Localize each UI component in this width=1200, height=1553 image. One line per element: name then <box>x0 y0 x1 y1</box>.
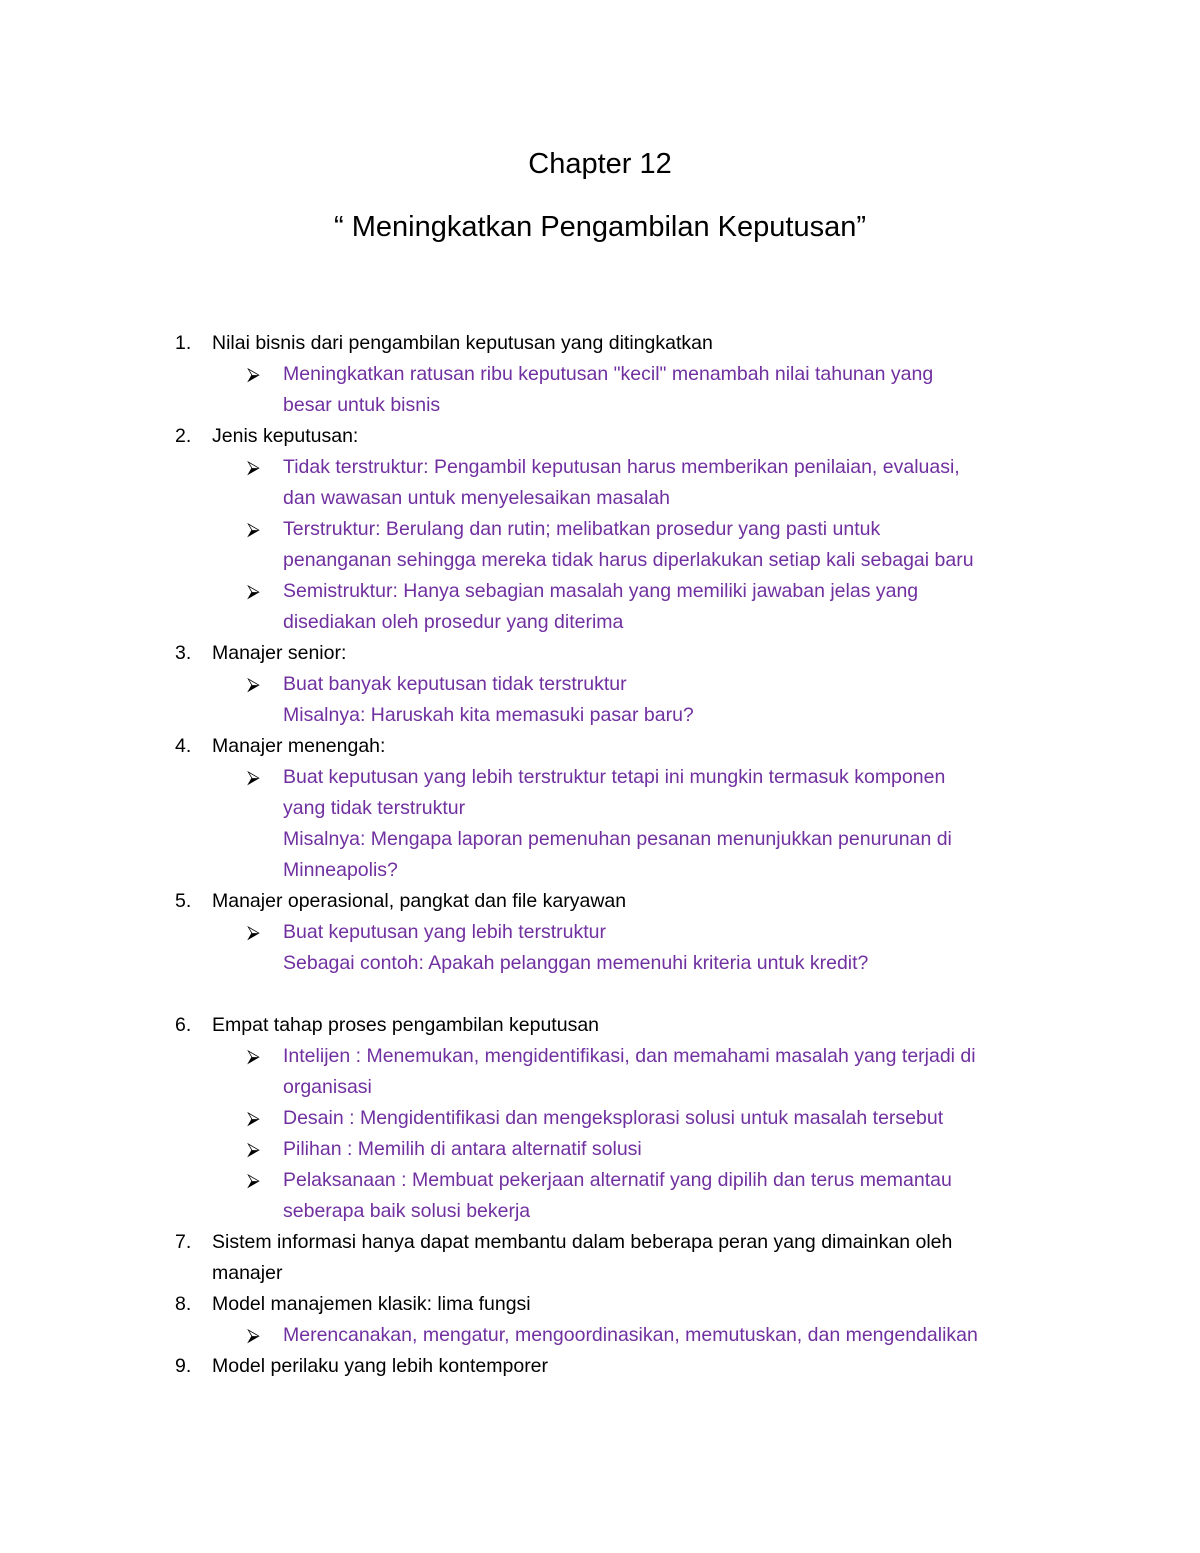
sub-bullet-text: dan wawasan untuk menyelesaikan masalah <box>283 487 670 509</box>
chapter-title: Chapter 12 <box>528 148 672 180</box>
sub-bullet <box>0 669 1200 731</box>
chapter-subtitle: “ Meningkatkan Pengambilan Keputusan” <box>334 211 866 243</box>
sub-bullet-text: Desain : Mengidentifikasi dan mengeksplorasi solusi untuk masalah tersebut <box>283 1107 944 1129</box>
sub-bullet <box>0 359 1200 421</box>
list-item-text: Jenis keputusan: <box>212 425 359 447</box>
list-item <box>0 1289 1200 1351</box>
list-item-text: Manajer menengah: <box>212 735 386 757</box>
arrow-bullet-icon: ⮚ <box>247 1108 260 1128</box>
arrow-bullet-icon: ⮚ <box>247 1139 260 1159</box>
list-item-number: 4. <box>175 735 192 757</box>
sub-bullet <box>0 576 1200 638</box>
list-item <box>0 1351 1200 1382</box>
sub-bullet-text: disediakan oleh prosedur yang diterima <box>283 611 624 633</box>
sub-bullet-text: Terstruktur: Berulang dan rutin; melibatkan prosedur yang pasti untuk <box>283 518 881 540</box>
list-item-text: Manajer senior: <box>212 642 347 664</box>
sub-bullet-text: penanganan sehingga mereka tidak harus diperlakukan setiap kali sebagai baru <box>283 549 974 571</box>
sub-bullet-text: Meningkatkan ratusan ribu keputusan "kecil" menambah nilai tahunan yang <box>283 363 934 385</box>
arrow-bullet-icon: ⮚ <box>247 364 260 384</box>
list-item-text: Nilai bisnis dari pengambilan keputusan yang ditingkatkan <box>212 332 713 354</box>
sub-bullet <box>0 1041 1200 1103</box>
list-item-text: Model perilaku yang lebih kontemporer <box>212 1355 549 1377</box>
blank-line <box>0 979 1200 1010</box>
sub-bullet <box>0 1103 1200 1134</box>
arrow-bullet-icon: ⮚ <box>247 674 260 694</box>
list-item-number: 3. <box>175 642 192 664</box>
arrow-bullet-icon: ⮚ <box>247 581 260 601</box>
arrow-bullet-icon: ⮚ <box>247 767 260 787</box>
arrow-bullet-icon: ⮚ <box>247 1325 260 1345</box>
sub-bullet <box>0 452 1200 514</box>
list-item-number: 5. <box>175 890 192 912</box>
sub-bullet <box>0 1320 1200 1351</box>
sub-bullet-text: Intelijen : Menemukan, mengidentifikasi, dan memahami masalah yang terjadi di <box>283 1045 976 1067</box>
sub-bullet-text: yang tidak terstruktur <box>283 797 466 819</box>
list-item-number: 8. <box>175 1293 192 1315</box>
list-item-text: Sistem informasi hanya dapat membantu dalam beberapa peran yang dimainkan oleh <box>212 1231 953 1253</box>
list-item <box>0 328 1200 421</box>
list-item <box>0 638 1200 731</box>
sub-bullet <box>0 762 1200 886</box>
arrow-bullet-icon: ⮚ <box>247 1046 260 1066</box>
arrow-bullet-icon: ⮚ <box>247 457 260 477</box>
list-item-text: Manajer operasional, pangkat dan file karyawan <box>212 890 627 912</box>
sub-bullet <box>0 1165 1200 1227</box>
sub-bullet-text: Sebagai contoh: Apakah pelanggan memenuhi kriteria untuk kredit? <box>283 952 869 974</box>
list-item-number: 1. <box>175 332 192 354</box>
sub-bullet <box>0 917 1200 979</box>
sub-bullet-text: Pelaksanaan : Membuat pekerjaan alternatif yang dipilih dan terus memantau <box>283 1169 952 1191</box>
sub-bullet-text: organisasi <box>283 1076 372 1098</box>
sub-bullet-text: Misalnya: Mengapa laporan pemenuhan pesanan menunjukkan penurunan di <box>283 828 952 850</box>
arrow-bullet-icon: ⮚ <box>247 519 260 539</box>
sub-bullet-text: besar untuk bisnis <box>283 394 441 416</box>
sub-bullet-text: Misalnya: Haruskah kita memasuki pasar baru? <box>283 704 694 726</box>
list-item-number: 9. <box>175 1355 192 1377</box>
sub-bullet-text: Merencanakan, mengatur, mengoordinasikan, memutuskan, dan mengendalikan <box>283 1324 978 1346</box>
list-item-number: 6. <box>175 1014 192 1036</box>
list-item-number: 7. <box>175 1231 192 1253</box>
sub-bullet-text: seberapa baik solusi bekerja <box>283 1200 531 1222</box>
arrow-bullet-icon: ⮚ <box>247 922 260 942</box>
sub-bullet-text: Minneapolis? <box>283 859 398 881</box>
numbered-list <box>0 328 1200 1382</box>
list-item <box>0 886 1200 979</box>
list-item <box>0 731 1200 886</box>
list-item-text: Empat tahap proses pengambilan keputusan <box>212 1014 600 1036</box>
sub-bullet-text: Pilihan : Memilih di antara alternatif solusi <box>283 1138 642 1160</box>
list-item-text: manajer <box>212 1262 283 1284</box>
sub-bullet-text: Buat keputusan yang lebih terstruktur tetapi ini mungkin termasuk komponen <box>283 766 946 788</box>
sub-bullet-text: Semistruktur: Hanya sebagian masalah yang memiliki jawaban jelas yang <box>283 580 919 602</box>
sub-bullet-text: Buat banyak keputusan tidak terstruktur <box>283 673 627 695</box>
sub-bullet <box>0 514 1200 576</box>
arrow-bullet-icon: ⮚ <box>247 1170 260 1190</box>
sub-bullet <box>0 1134 1200 1165</box>
list-item <box>0 1227 1200 1289</box>
list-item-number: 2. <box>175 425 192 447</box>
list-item-text: Model manajemen klasik: lima fungsi <box>212 1293 531 1315</box>
list-item <box>0 1010 1200 1227</box>
list-item <box>0 421 1200 638</box>
sub-bullet-text: Buat keputusan yang lebih terstruktur <box>283 921 607 943</box>
sub-bullet-text: Tidak terstruktur: Pengambil keputusan harus memberikan penilaian, evaluasi, <box>283 456 960 478</box>
